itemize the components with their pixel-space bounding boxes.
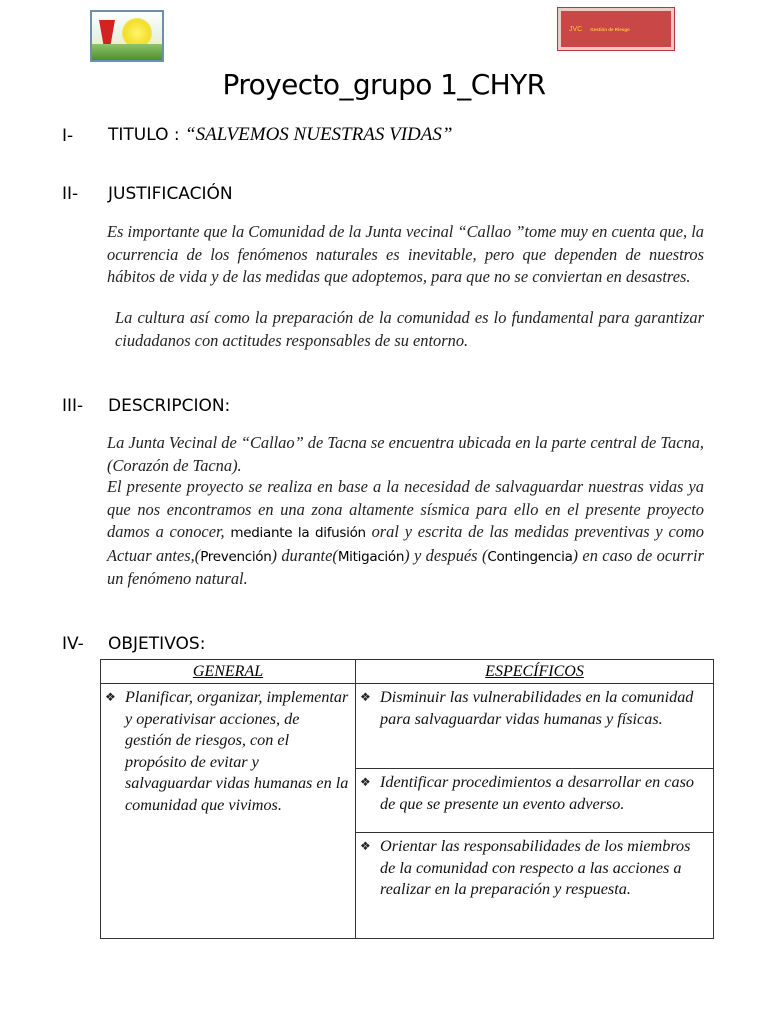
logo-text-a: JVC bbox=[569, 25, 583, 33]
general-objective-cell bbox=[101, 684, 356, 939]
desc-highlight-difusion: mediante la difusión bbox=[230, 525, 366, 541]
table-header-row bbox=[101, 660, 714, 684]
description-paragraph-2 bbox=[107, 476, 704, 591]
diamond-bullet-icon: ❖ bbox=[360, 775, 371, 789]
section-2-heading: JUSTIFICACIÓN bbox=[108, 184, 233, 204]
list-item bbox=[356, 684, 713, 730]
description-paragraph-1: La Junta Vecinal de “Callao” de Tacna se encuentra ubicada en la parte central de Tacna, (Corazón de Tacna). bbox=[107, 433, 704, 475]
section-3-heading: DESCRIPCION: bbox=[108, 396, 231, 416]
logo-text-b: Gestión de Riesgo bbox=[590, 26, 630, 32]
desc-text: ) durante( bbox=[271, 545, 338, 565]
specific-objective-text: Orientar las responsabilidades de los miembros de la comunidad con respecto a las acciones a realizar en la preparación y respuesta. bbox=[380, 837, 691, 898]
section-4-number: IV- bbox=[62, 634, 84, 654]
specific-objective-cell bbox=[356, 833, 714, 939]
list-item bbox=[356, 833, 713, 901]
desc-text: ) en caso de ocurrir un fenómeno natural. bbox=[107, 545, 704, 588]
objectives-table bbox=[100, 659, 714, 939]
justification-paragraph-1: Es importante que la Comunidad de la Junta vecinal “Callao ”tome muy en cuenta que, la ocurrencia de los fenómenos naturales es inevitable, pero que dependen de nuestros hábitos de vida y de las medidas que adoptemos, para que no se conviertan en desastres. bbox=[107, 222, 704, 286]
document-title: Proyecto_grupo 1_CHYR bbox=[222, 68, 546, 101]
diamond-bullet-icon: ❖ bbox=[360, 690, 371, 704]
specific-objective-text: Identificar procedimientos a desarrollar en caso de que se presente un evento adverso. bbox=[380, 773, 694, 813]
diamond-bullet-icon: ❖ bbox=[360, 839, 371, 853]
section-2-number: II- bbox=[62, 184, 79, 204]
risk-management-logo-icon bbox=[558, 8, 674, 50]
table-row bbox=[101, 684, 714, 769]
section-1-number: I- bbox=[62, 126, 74, 146]
community-logo-icon bbox=[90, 10, 164, 62]
diamond-bullet-icon: ❖ bbox=[105, 690, 116, 704]
section-4-heading: OBJETIVOS: bbox=[108, 634, 206, 654]
desc-text: ) y después ( bbox=[404, 545, 488, 565]
specific-objective-cell bbox=[356, 769, 714, 833]
header-general: GENERAL bbox=[101, 660, 356, 684]
desc-highlight-mitigacion: Mitigación bbox=[337, 548, 405, 565]
general-objective-text: Planificar, organizar, implementar y operativisar acciones, de gestión de riesgos, con el propósito de evitar y salvaguardar vidas humanas en la comunidad que vivimos. bbox=[125, 688, 349, 814]
justification-paragraph-2: La cultura así como la preparación de la comunidad es lo fundamental para garantizar ciudadanos con actitudes responsables de su entorno. bbox=[115, 308, 704, 350]
project-name: “SALVEMOS NUESTRAS VIDAS” bbox=[185, 124, 453, 145]
list-item bbox=[356, 769, 713, 815]
desc-highlight-prevencion: Prevención bbox=[200, 548, 272, 565]
header-specific: ESPECÍFICOS bbox=[356, 660, 714, 684]
specific-objective-text: Disminuir las vulnerabilidades en la comunidad para salvaguardar vidas humanas y físicas. bbox=[380, 688, 694, 728]
desc-text: oral y escrita de las medidas preventivas y como Actuar antes,( bbox=[107, 522, 704, 565]
section-1-label: TITULO : bbox=[108, 125, 186, 145]
section-3-number: III- bbox=[62, 396, 84, 416]
desc-highlight-contingencia: Contingencia bbox=[487, 548, 573, 565]
section-1-heading bbox=[108, 124, 452, 146]
desc-text: El presente proyecto se realiza en base a la necesidad de salvaguardar nuestras vidas ya que nos encontramos en una zona altamente sísmica para ello en el presente proyecto damos a conocer, bbox=[107, 477, 704, 541]
specific-objective-cell bbox=[356, 684, 714, 769]
list-item bbox=[101, 684, 355, 816]
